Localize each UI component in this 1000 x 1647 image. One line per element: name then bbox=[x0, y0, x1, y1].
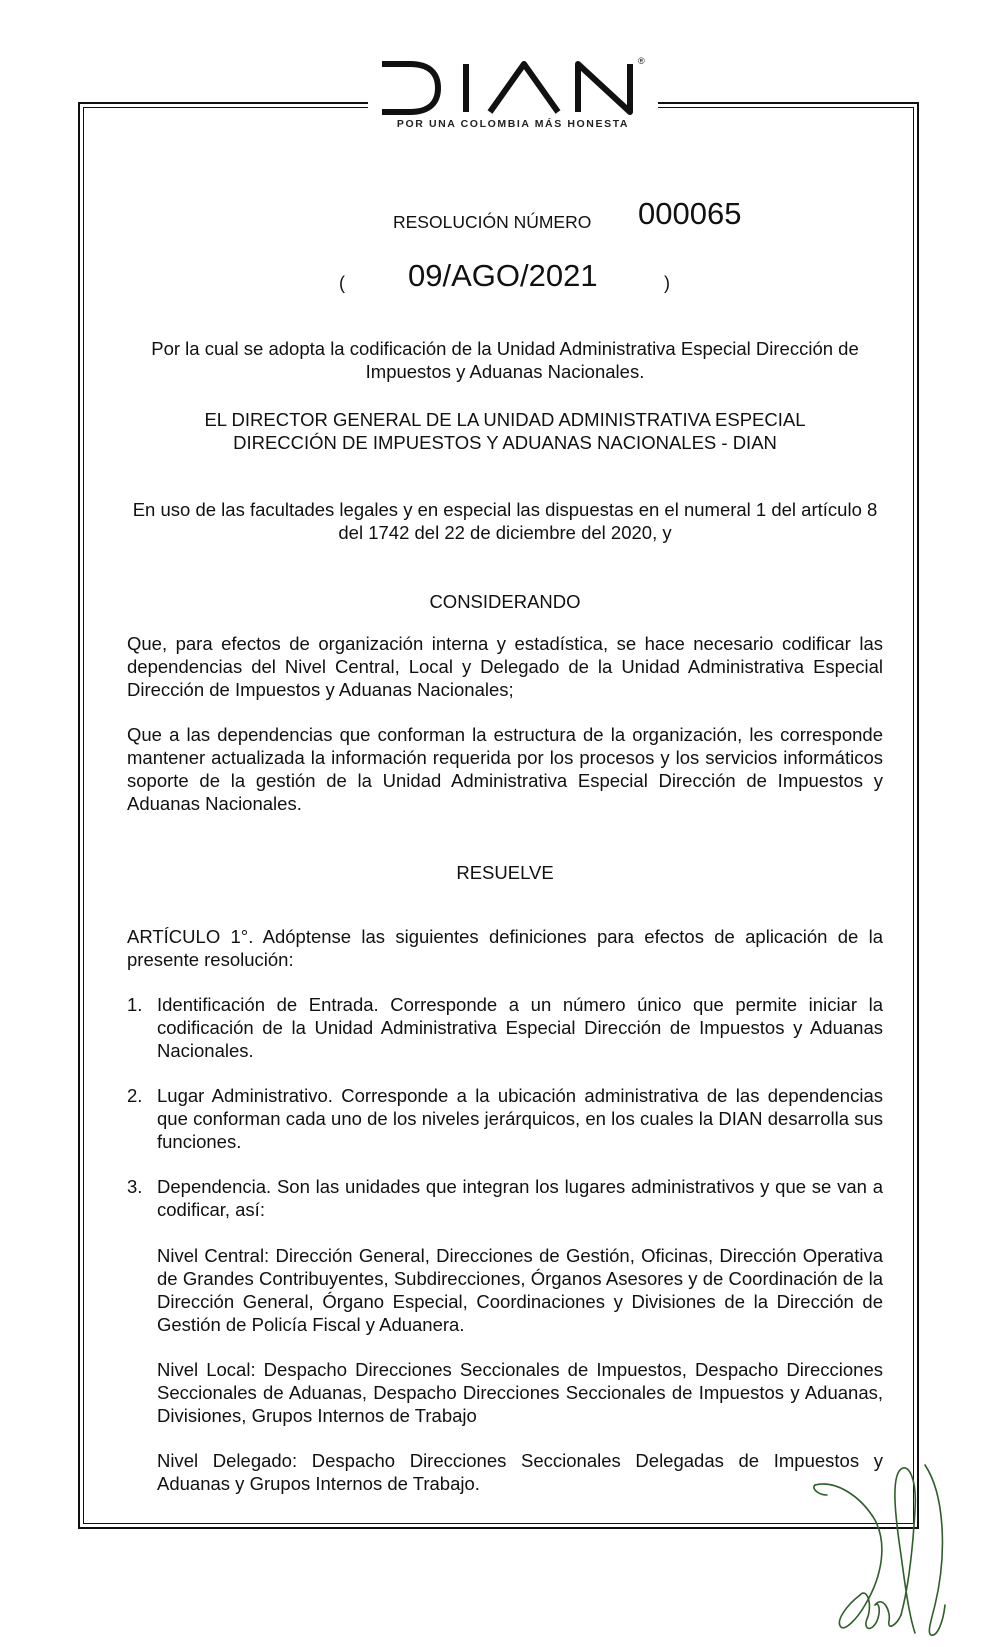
considerando-paragraph-1: Que, para efectos de organización interna y estadística, se hace necesario codificar las dependencias del Nivel Central, Local y Delegado de la Unidad Administrativa Especial Dirección de Impuestos y Aduanas Nacionales; bbox=[127, 633, 883, 700]
resolution-label: RESOLUCIÓN NÚMERO bbox=[393, 212, 592, 232]
list-item-number-1: 1. bbox=[127, 994, 143, 1015]
list-item-number-3: 3. bbox=[127, 1176, 143, 1197]
list-item-text-3: Dependencia. Son las unidades que integran los lugares administrativos y que se van a codificar, así: bbox=[157, 1176, 883, 1220]
logo-tagline: POR UNA COLOMBIA MÁS HONESTA bbox=[396, 118, 630, 130]
nivel-local-paragraph: Nivel Local: Despacho Direcciones Seccionales de Impuestos, Despacho Direcciones Seccionales de Aduanas, Despacho Direcciones Seccionales de Impuestos y Aduanas, Divisiones, Grupos Internos de Trabajo bbox=[157, 1359, 883, 1426]
nivel-delegado-paragraph: Nivel Delegado: Despacho Direcciones Seccionales Delegadas de Impuestos y Aduanas y Grupos Internos de Trabajo. bbox=[157, 1450, 883, 1494]
list-item-text-1: Identificación de Entrada. Corresponde a un número único que permite iniciar la codificación de la Unidad Administrativa Especial Dirección de Impuestos y Aduanas Nacionales. bbox=[157, 994, 883, 1061]
date-paren-close: ) bbox=[664, 273, 670, 293]
handwritten-signature bbox=[805, 1455, 955, 1645]
considerando-paragraph-2: Que a las dependencias que conforman la estructura de la organización, les corresponde mantener actualizada la información requerida por los procesos y los servicios informáticos soporte de la gestión de la Unidad Administrativa Especial Dirección de Impuestos y Aduanas Nacionales. bbox=[127, 724, 883, 814]
nivel-central-paragraph: Nivel Central: Dirección General, Direcciones de Gestión, Oficinas, Dirección Operativa de Grandes Contribuyentes, Subdirecciones, Órganos Asesores y de Coordinación de la Dirección General, Órgano Especial, Coordinaciones y Divisiones de la Dirección de Gestión de Policía Fiscal y Aduanera. bbox=[157, 1245, 883, 1335]
dian-logo bbox=[368, 52, 658, 138]
legal-powers: En uso de las facultades legales y en especial las dispuestas en el numeral 1 del artículo 8 del 1742 del 22 de diciembre del 2020, y bbox=[132, 499, 878, 543]
dian-wordmark-icon bbox=[378, 60, 648, 116]
considerando-heading: CONSIDERANDO bbox=[429, 591, 581, 612]
article-1: ARTÍCULO 1°. Adóptense las siguientes definiciones para efectos de aplicación de la presente resolución: bbox=[127, 926, 883, 970]
resolution-number: 000065 bbox=[638, 196, 742, 231]
resolution-subject: Por la cual se adopta la codificación de la Unidad Administrativa Especial Dirección de Impuestos y Aduanas Nacionales. bbox=[151, 338, 859, 382]
resuelve-heading: RESUELVE bbox=[456, 862, 554, 883]
date-paren-open: ( bbox=[339, 273, 345, 293]
list-item-number-2: 2. bbox=[127, 1085, 143, 1106]
list-item-text-2: Lugar Administrativo. Corresponde a la ubicación administrativa de las dependencias que conforman cada uno de los niveles jerárquicos, en los cuales la DIAN desarrolla sus funciones. bbox=[157, 1085, 883, 1152]
authority-line-1: EL DIRECTOR GENERAL DE LA UNIDAD ADMINISTRATIVA ESPECIAL bbox=[204, 409, 806, 430]
resolution-date: 09/AGO/2021 bbox=[408, 258, 598, 293]
authority-line-2: DIRECCIÓN DE IMPUESTOS Y ADUANAS NACIONALES - DIAN bbox=[233, 432, 777, 453]
registered-mark: ® bbox=[638, 56, 645, 66]
